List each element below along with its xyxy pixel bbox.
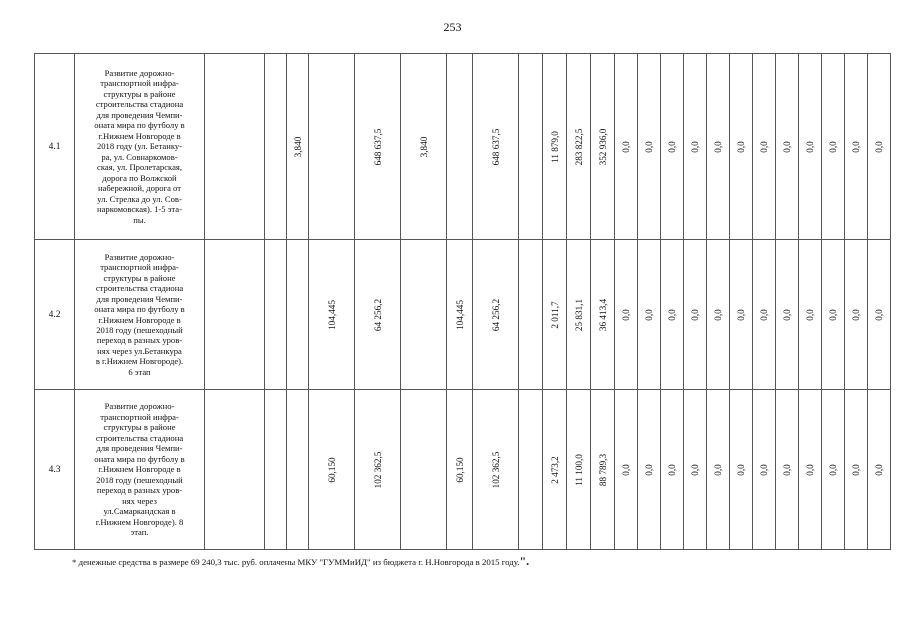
cell-value: 11 100,0 (573, 453, 584, 486)
value-cell (309, 390, 355, 550)
row-description-text: Развитие дорожно- транспортной инфра- структуры в районе строительства стадиона для проведения Чемпи- оната мира по футболу в г.Нижнем Новгороде в 2018 году (пешеходный переход в разных уров- нях через ул.Бетанкура в г.Нижнем Новгороде). 6 этап (94, 251, 185, 377)
value-cell (638, 390, 661, 550)
cell-value: 25 831,1 (573, 298, 584, 331)
value-cell (567, 390, 591, 550)
value-cell (822, 54, 845, 240)
value-cell (287, 240, 309, 390)
value-cell (287, 390, 309, 550)
cell-value: 0,0 (690, 140, 700, 153)
row-description-text: Развитие дорожно- транспортной инфра- структуры в районе строительства стадиона для проведения Чемпи- оната мира по футболу в г.Нижнем Новгороде в 2018 году (ул. Бетанку- ра, ул. Совнаркомов- ская, ул. Пролетарская, дорога по Волжской набережной, дорога от ул. Стрелка до ул. Сов- наркомовская). 1-5 эта- пы. (94, 67, 185, 225)
value-cell (447, 390, 473, 550)
value-cell (730, 54, 753, 240)
cell-value: 0,0 (667, 308, 677, 321)
cell-value: 0,0 (736, 463, 746, 476)
value-cell (567, 240, 591, 390)
value-cell (591, 390, 615, 550)
value-cell (447, 54, 473, 240)
footnote-text: * денежные средства в размере 69 240,3 тыс. руб. оплачены МКУ "ГУММиИД" из бюджета г. Н.Новгорода в 2015 году. (72, 557, 520, 567)
cell-value: 352 936,0 (597, 128, 608, 165)
cell-value: 0,0 (621, 308, 631, 321)
value-cell (543, 54, 567, 240)
value-cell (799, 390, 822, 550)
row-number: 4.2 (35, 240, 75, 390)
cell-value: 60,150 (326, 456, 337, 483)
value-cell (591, 54, 615, 240)
cell-value: 0,0 (621, 463, 631, 476)
cell-value: 0,0 (851, 463, 861, 476)
value-cell (473, 390, 519, 550)
cell-value: 0,0 (690, 463, 700, 476)
value-cell (615, 240, 638, 390)
cell-value: 0,0 (667, 140, 677, 153)
cell-value: 0,0 (782, 308, 792, 321)
row-description (75, 54, 205, 240)
cell-value: 0,0 (713, 308, 723, 321)
footnote (72, 554, 529, 569)
cell-value: 0,0 (782, 463, 792, 476)
value-cell (707, 240, 730, 390)
value-cell (753, 390, 776, 550)
cell-value: 0,0 (828, 463, 838, 476)
cell-value: 0,0 (736, 308, 746, 321)
cell-value: 0,0 (874, 140, 884, 153)
value-cell (661, 240, 684, 390)
row-description (75, 240, 205, 390)
value-cell (287, 54, 309, 240)
row-number: 4.1 (35, 54, 75, 240)
row-number: 4.3 (35, 390, 75, 550)
value-cell (799, 240, 822, 390)
cell-value: 0,0 (621, 140, 631, 153)
value-cell (473, 240, 519, 390)
value-cell (684, 390, 707, 550)
table-row (35, 240, 891, 390)
value-cell (401, 240, 447, 390)
value-cell (661, 390, 684, 550)
value-cell (730, 390, 753, 550)
value-cell (753, 240, 776, 390)
value-cell (753, 54, 776, 240)
cell-value: 36 413,4 (597, 298, 608, 331)
cell-value: 88 789,3 (597, 453, 608, 486)
cell-value: 0,0 (667, 463, 677, 476)
value-cell (355, 54, 401, 240)
cell-value: 2 473,2 (549, 455, 560, 484)
value-cell (265, 54, 287, 240)
value-cell (638, 240, 661, 390)
cell-value: 0,0 (759, 308, 769, 321)
cell-value: 648 637,5 (372, 128, 383, 165)
cell-value: 0,0 (851, 308, 861, 321)
value-cell (684, 54, 707, 240)
value-cell (473, 54, 519, 240)
value-cell (845, 390, 868, 550)
value-cell (401, 54, 447, 240)
cell-value: 0,0 (782, 140, 792, 153)
table-row (35, 54, 891, 240)
cell-value: 3,840 (418, 136, 429, 157)
cell-value: 64 256,2 (490, 298, 501, 331)
footnote-closing-quote: ". (519, 554, 530, 568)
value-cell (591, 240, 615, 390)
value-cell (355, 240, 401, 390)
cell-value: 3,840 (292, 136, 303, 157)
value-cell (519, 240, 543, 390)
value-cell (776, 390, 799, 550)
cell-value: 0,0 (736, 140, 746, 153)
cell-value: 0,0 (713, 463, 723, 476)
cell-value: 648 637,5 (490, 128, 501, 165)
value-cell (309, 240, 355, 390)
cell-value: 0,0 (874, 463, 884, 476)
value-cell (730, 240, 753, 390)
value-cell (615, 54, 638, 240)
cell-value: 0,0 (805, 140, 815, 153)
page-number: 253 (443, 20, 462, 34)
cell-value: 283 822,5 (573, 128, 584, 165)
value-cell (265, 240, 287, 390)
cell-value: 0,0 (805, 308, 815, 321)
value-cell (567, 54, 591, 240)
value-cell (799, 54, 822, 240)
cell-value: 102 362,5 (372, 451, 383, 488)
value-cell (519, 390, 543, 550)
value-cell (615, 390, 638, 550)
value-cell (205, 390, 265, 550)
cell-value: 2 011,7 (549, 300, 560, 329)
financing-table (34, 53, 891, 550)
table-row (35, 390, 891, 550)
value-cell (447, 240, 473, 390)
cell-value: 0,0 (874, 308, 884, 321)
value-cell (638, 54, 661, 240)
value-cell (868, 240, 891, 390)
cell-value: 104,445 (326, 299, 337, 330)
cell-value: 0,0 (644, 463, 654, 476)
cell-value: 0,0 (644, 308, 654, 321)
value-cell (707, 54, 730, 240)
value-cell (355, 390, 401, 550)
cell-value: 0,0 (690, 308, 700, 321)
value-cell (205, 240, 265, 390)
cell-value: 0,0 (713, 140, 723, 153)
value-cell (868, 390, 891, 550)
cell-value: 0,0 (828, 308, 838, 321)
value-cell (822, 240, 845, 390)
value-cell (707, 390, 730, 550)
value-cell (543, 240, 567, 390)
value-cell (661, 54, 684, 240)
cell-value: 104,445 (454, 299, 465, 330)
value-cell (684, 240, 707, 390)
value-cell (205, 54, 265, 240)
cell-value: 0,0 (851, 140, 861, 153)
cell-value: 0,0 (828, 140, 838, 153)
value-cell (845, 54, 868, 240)
value-cell (401, 390, 447, 550)
cell-value: 60,150 (454, 456, 465, 483)
cell-value: 0,0 (805, 463, 815, 476)
value-cell (265, 390, 287, 550)
value-cell (868, 54, 891, 240)
value-cell (845, 240, 868, 390)
row-description-text: Развитие дорожно- транспортной инфра- структуры в районе строительства стадиона для проведения Чемпи- оната мира по футболу в г.Нижнем Новгороде в 2018 году (пешеходный переход в разных уров- нях через ул.Самаркандская в г.Нижнем Новгороде). 8 этап. (94, 401, 185, 538)
cell-value: 11 879,0 (549, 130, 560, 163)
value-cell (519, 54, 543, 240)
value-cell (776, 54, 799, 240)
cell-value: 0,0 (644, 140, 654, 153)
cell-value: 0,0 (759, 463, 769, 476)
cell-value: 64 256,2 (372, 298, 383, 331)
value-cell (543, 390, 567, 550)
cell-value: 0,0 (759, 140, 769, 153)
value-cell (822, 390, 845, 550)
cell-value: 102 362,5 (490, 451, 501, 488)
value-cell (309, 54, 355, 240)
value-cell (776, 240, 799, 390)
row-description (75, 390, 205, 550)
